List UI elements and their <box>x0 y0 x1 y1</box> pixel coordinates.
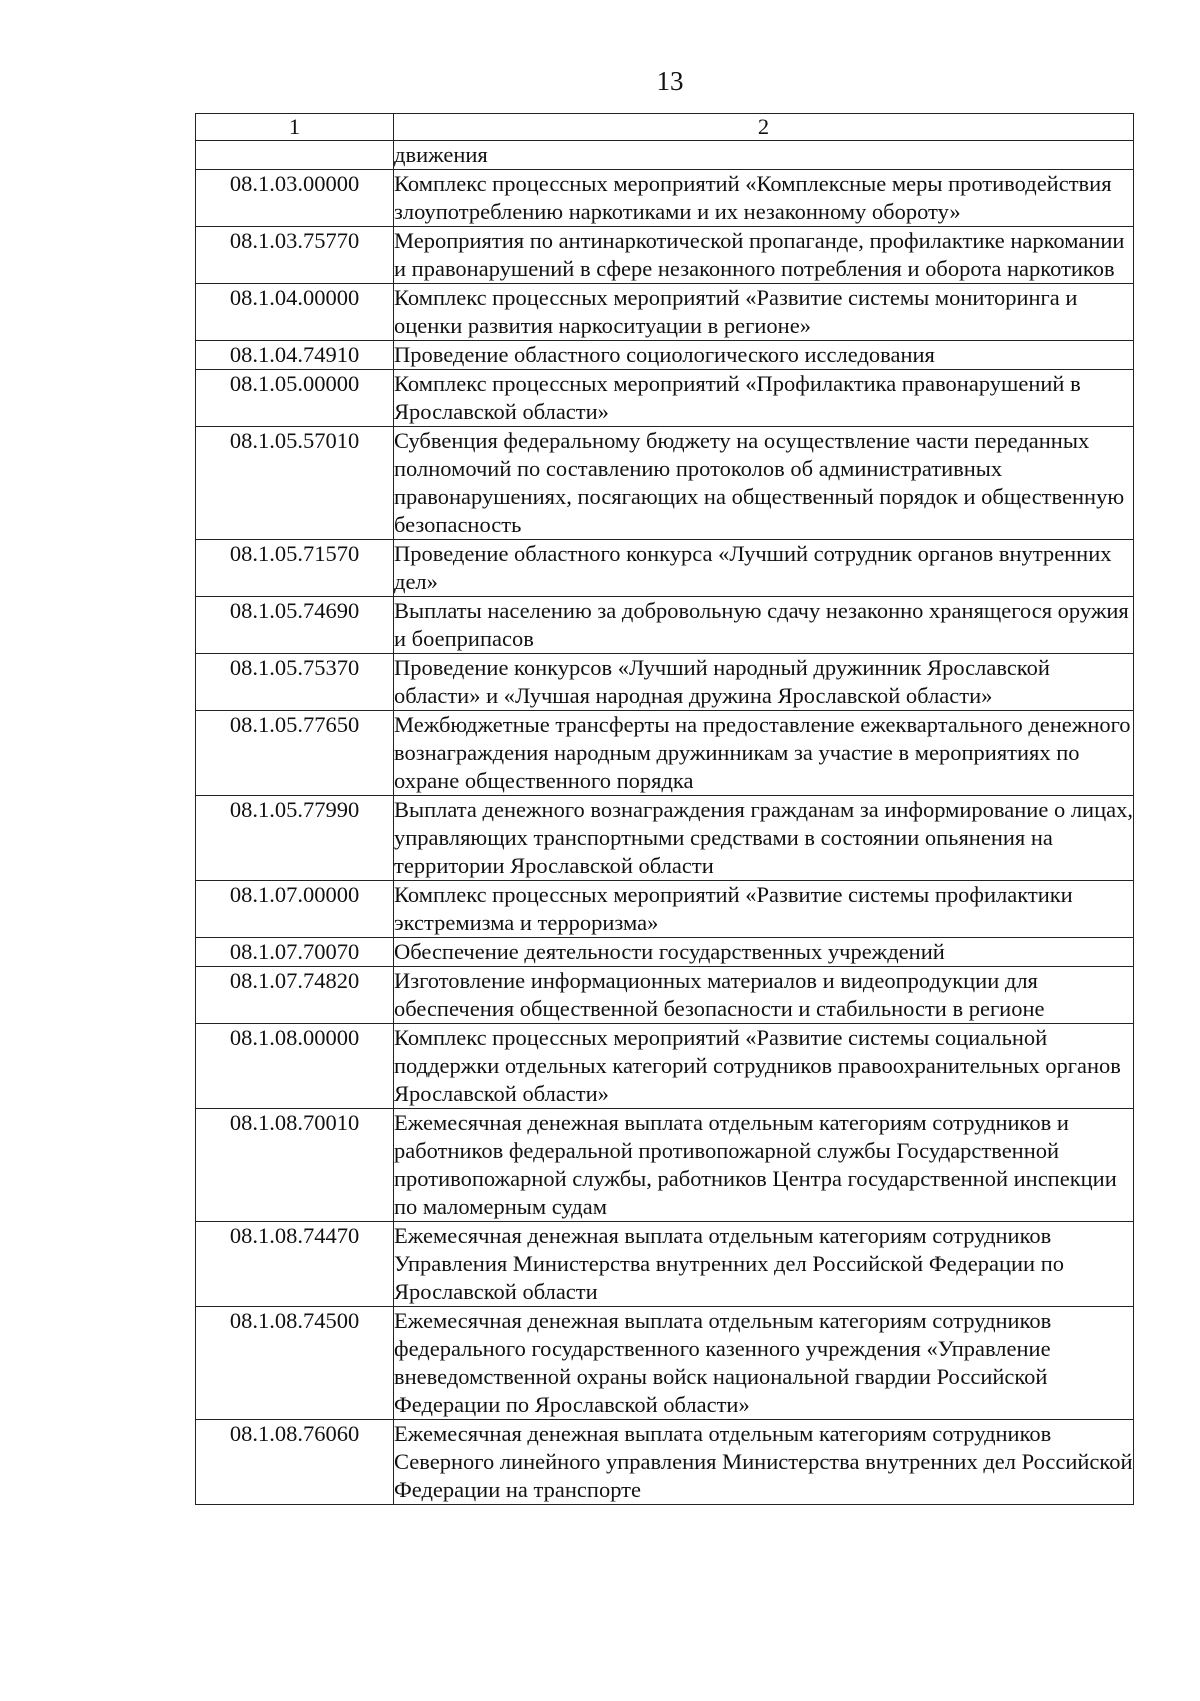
row-code-cell: 08.1.08.00000 <box>196 1024 394 1109</box>
row-code-cell: 08.1.05.77990 <box>196 796 394 881</box>
table-row <box>196 284 1134 341</box>
row-code-cell: 08.1.03.75770 <box>196 227 394 284</box>
table-row <box>196 141 1134 170</box>
row-name-cell: Проведение областного социологического исследования <box>394 341 1134 370</box>
table-row <box>196 1420 1134 1505</box>
row-name-cell: Проведение конкурсов «Лучший народный дружинник Ярославской области» и «Лучшая народная дружина Ярославской области» <box>394 654 1134 711</box>
row-code-cell: 08.1.05.57010 <box>196 427 394 540</box>
row-name-cell: Обеспечение деятельности государственных учреждений <box>394 938 1134 967</box>
row-code-cell: 08.1.04.00000 <box>196 284 394 341</box>
row-name-cell: Межбюджетные трансферты на предоставление ежеквартального денежного вознаграждения народным дружинникам за участие в мероприятиях по охране общественного порядка <box>394 711 1134 796</box>
row-name-cell: движения <box>394 141 1134 170</box>
table-row <box>196 1307 1134 1420</box>
row-name-cell: Ежемесячная денежная выплата отдельным категориям сотрудников Северного линейного управления Министерства внутренних дел Российской Федерации на транспорте <box>394 1420 1134 1505</box>
row-code-cell: 08.1.07.70070 <box>196 938 394 967</box>
row-name-cell: Ежемесячная денежная выплата отдельным категориям сотрудников и работников федеральной противопожарной службы Государственной противопожарной службы, работников Центра государственной инспекции по маломерным судам <box>394 1109 1134 1222</box>
row-code-cell <box>196 141 394 170</box>
row-name-cell: Ежемесячная денежная выплата отдельным категориям сотрудников федерального государственного казенного учреждения «Управление вневедомственной охраны войск национальной гвардии Российской Федерации по Ярославской области» <box>394 1307 1134 1420</box>
table-row <box>196 540 1134 597</box>
table-row <box>196 1109 1134 1222</box>
table-row <box>196 370 1134 427</box>
row-name-cell: Выплата денежного вознаграждения гражданам за информирование о лицах, управляющих транспортными средствами в состоянии опьянения на территории Ярославской области <box>394 796 1134 881</box>
column-header-name: 2 <box>394 114 1134 141</box>
row-code-cell: 08.1.08.74500 <box>196 1307 394 1420</box>
table-body <box>196 141 1134 1505</box>
row-code-cell: 08.1.05.77650 <box>196 711 394 796</box>
row-name-cell: Комплекс процессных мероприятий «Профилактика правонарушений в Ярославской области» <box>394 370 1134 427</box>
row-name-cell: Комплекс процессных мероприятий «Комплексные меры противодействия злоупотреблению наркотиками и их незаконному обороту» <box>394 170 1134 227</box>
table-header-row <box>196 114 1134 141</box>
row-code-cell: 08.1.04.74910 <box>196 341 394 370</box>
table-row <box>196 1222 1134 1307</box>
table-row <box>196 227 1134 284</box>
row-name-cell: Ежемесячная денежная выплата отдельным категориям сотрудников Управления Министерства внутренних дел Российской Федерации по Ярославской области <box>394 1222 1134 1307</box>
table-row <box>196 881 1134 938</box>
row-name-cell: Комплекс процессных мероприятий «Развитие системы профилактики экстремизма и терроризма» <box>394 881 1134 938</box>
table-row <box>196 170 1134 227</box>
table-row <box>196 967 1134 1024</box>
row-code-cell: 08.1.03.00000 <box>196 170 394 227</box>
row-name-cell: Комплекс процессных мероприятий «Развитие системы мониторинга и оценки развития наркоситуации в регионе» <box>394 284 1134 341</box>
row-name-cell: Комплекс процессных мероприятий «Развитие системы социальной поддержки отдельных категорий сотрудников правоохранительных органов Ярославской области» <box>394 1024 1134 1109</box>
row-code-cell: 08.1.07.74820 <box>196 967 394 1024</box>
row-name-cell: Изготовление информационных материалов и видеопродукции для обеспечения общественной безопасности и стабильности в регионе <box>394 967 1134 1024</box>
row-code-cell: 08.1.05.75370 <box>196 654 394 711</box>
row-name-cell: Проведение областного конкурса «Лучший сотрудник органов внутренних дел» <box>394 540 1134 597</box>
row-name-cell: Мероприятия по антинаркотической пропаганде, профилактике наркомании и правонарушений в сфере незаконного потребления и оборота наркотиков <box>394 227 1134 284</box>
row-code-cell: 08.1.08.74470 <box>196 1222 394 1307</box>
row-code-cell: 08.1.07.00000 <box>196 881 394 938</box>
table-row <box>196 341 1134 370</box>
row-code-cell: 08.1.08.70010 <box>196 1109 394 1222</box>
row-code-cell: 08.1.05.00000 <box>196 370 394 427</box>
table-row <box>196 654 1134 711</box>
row-name-cell: Выплаты населению за добровольную сдачу незаконно хранящегося оружия и боеприпасов <box>394 597 1134 654</box>
budget-code-table <box>195 113 1134 1505</box>
table-row <box>196 796 1134 881</box>
row-name-cell: Субвенция федеральному бюджету на осуществление части переданных полномочий по составлению протоколов об административных правонарушениях, посягающих на общественный порядок и общественную безопасность <box>394 427 1134 540</box>
table-row <box>196 711 1134 796</box>
table-row <box>196 427 1134 540</box>
row-code-cell: 08.1.05.74690 <box>196 597 394 654</box>
page-number: 13 <box>656 66 684 96</box>
row-code-cell: 08.1.05.71570 <box>196 540 394 597</box>
row-code-cell: 08.1.08.76060 <box>196 1420 394 1505</box>
table-row <box>196 597 1134 654</box>
table-row <box>196 1024 1134 1109</box>
column-header-code: 1 <box>196 114 394 141</box>
table-row <box>196 938 1134 967</box>
